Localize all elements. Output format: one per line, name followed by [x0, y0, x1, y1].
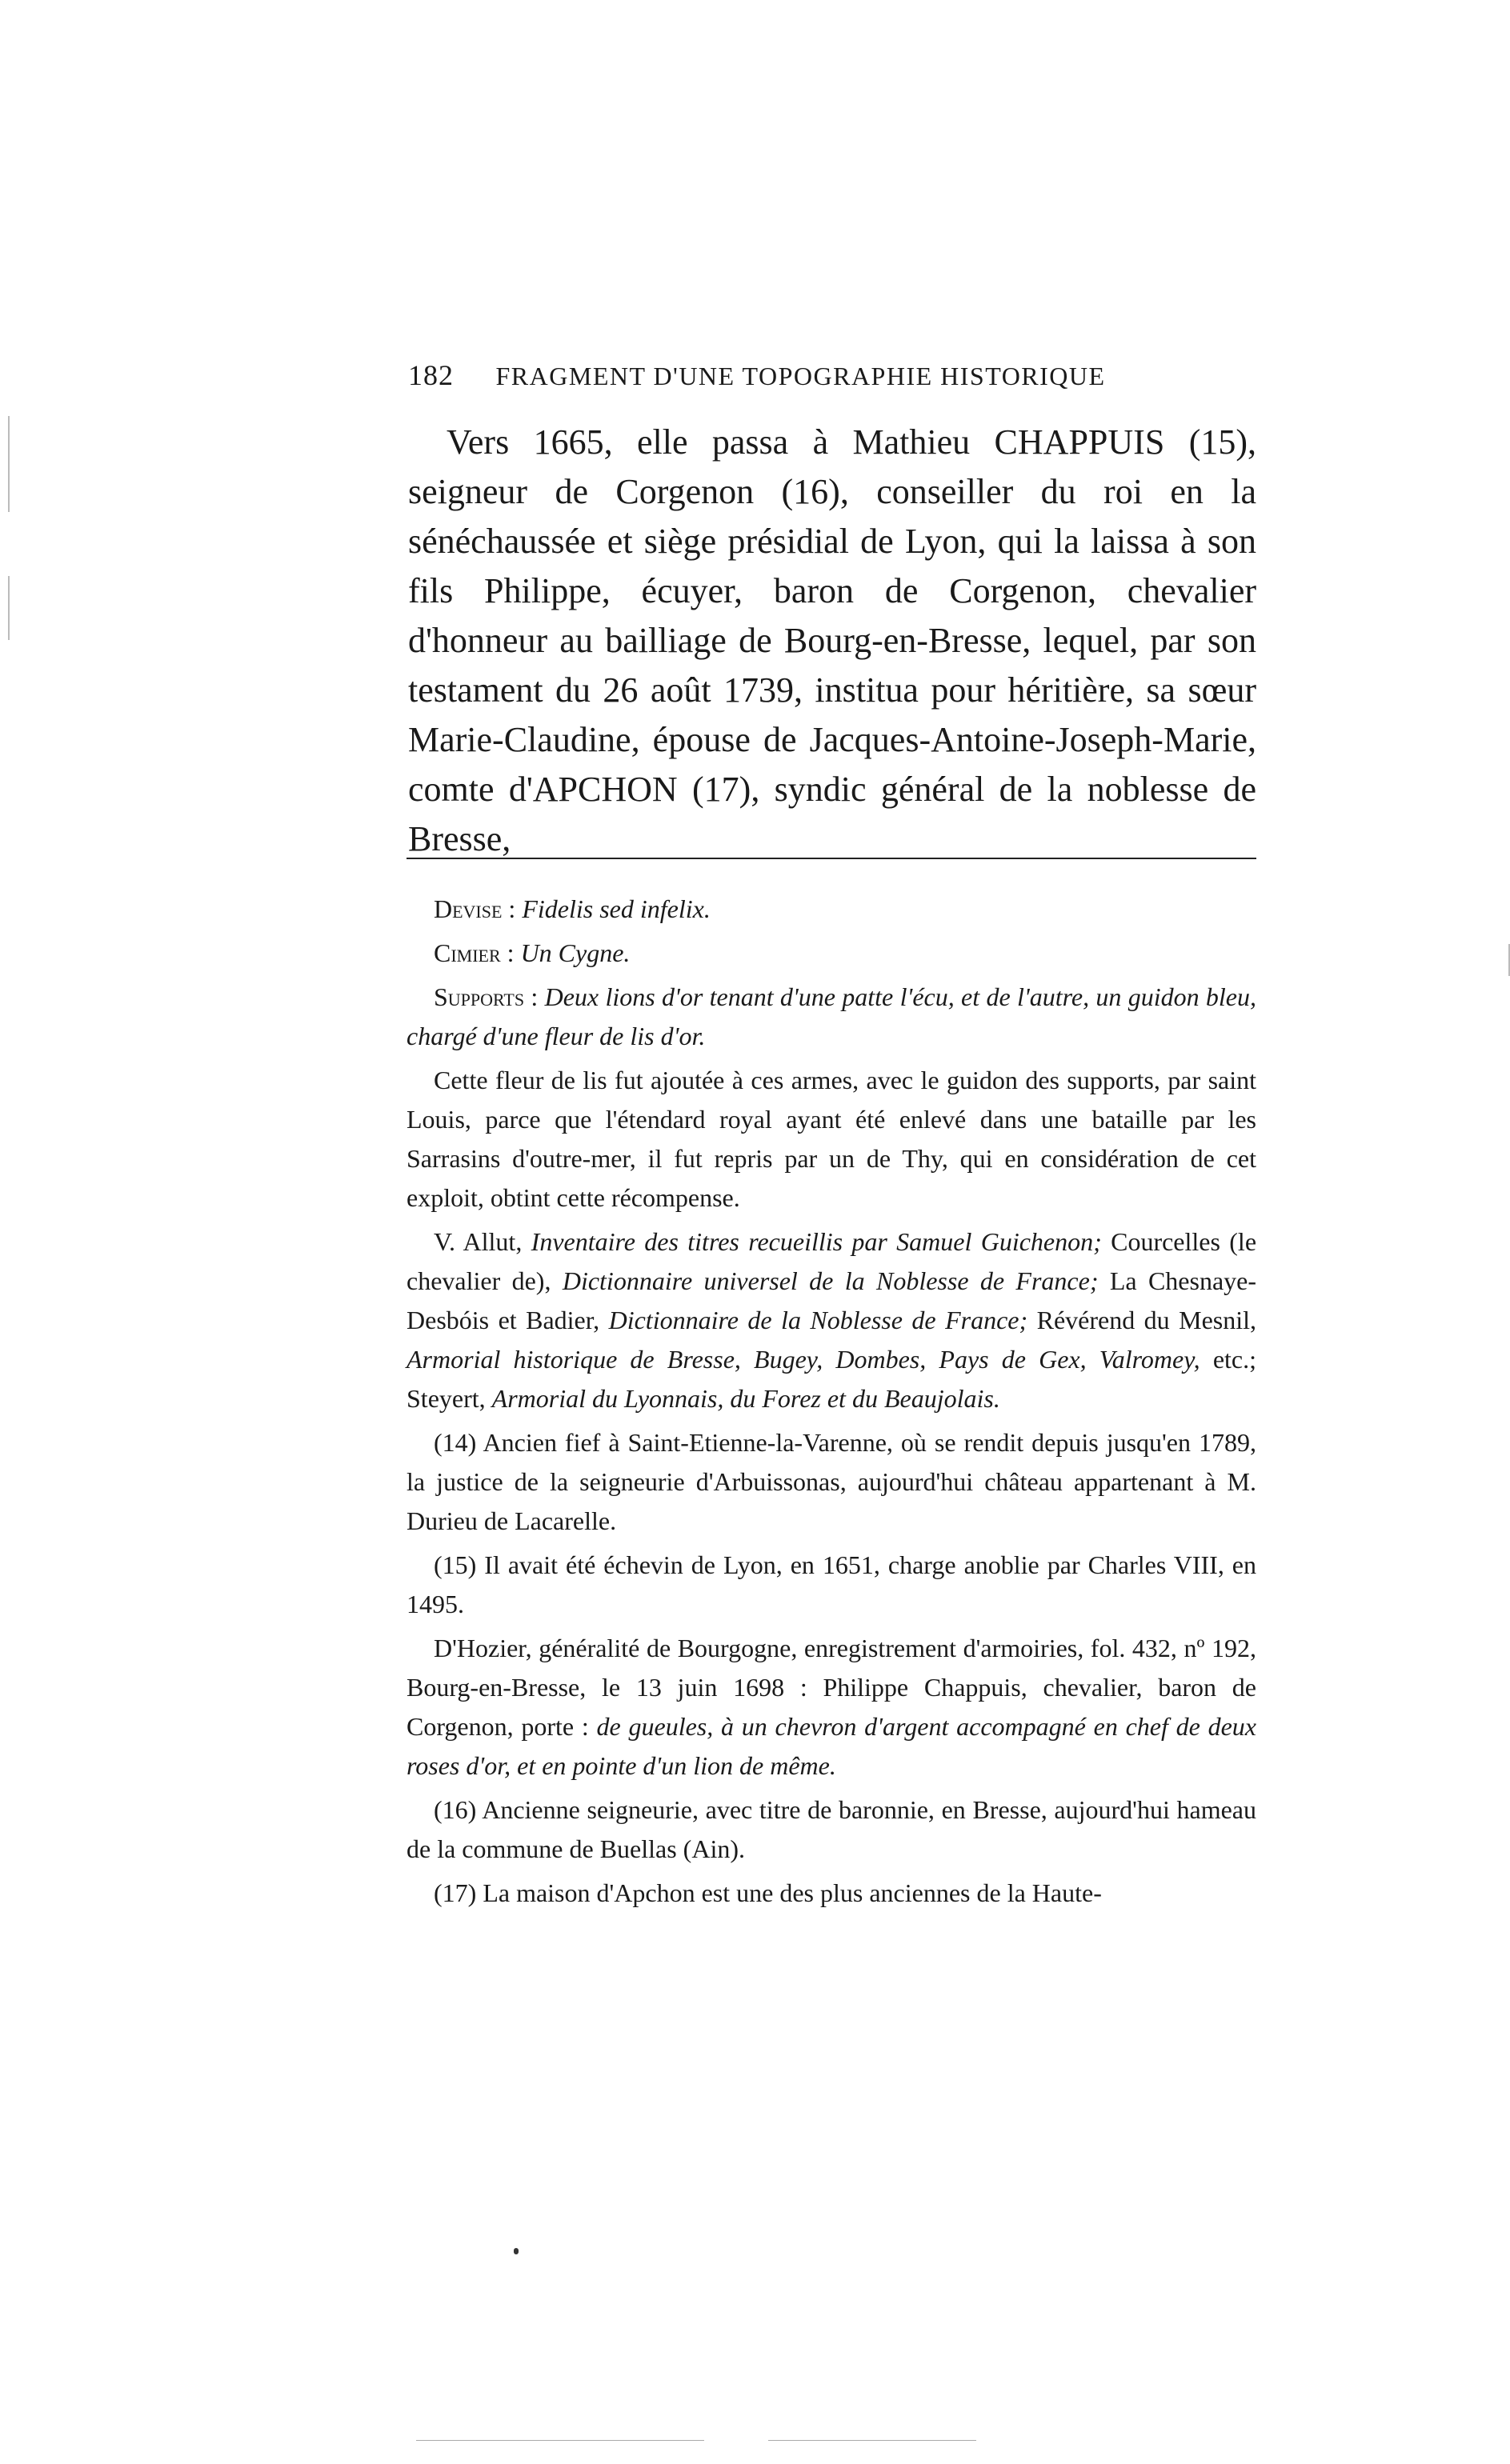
scan-edge-mark — [8, 576, 10, 640]
ref-4-title: Armorial historique de Bresse, Bugey, Dombes, Pays de Gex, Valromey, — [407, 1345, 1200, 1374]
ref-3-title: Dictionnaire de la Noblesse de France; — [608, 1306, 1028, 1334]
body-paragraph: Vers 1665, elle passa à Mathieu CHAPPUIS (15), seigneur de Corgenon (16), conseiller du roi en la sénéchaussée et siège présidial de Lyon, qui la laissa à son fils Philippe, écuyer, baron de Corgenon, chevalier d'honneur au bailliage de Bourg-en-Bresse, lequel, par son testament du 26 août 1739, institua pour héritière, sa sœur Marie-Claudine, épouse de Jacques-Antoine-Joseph-Marie, comte d'APCHON (17), syndic général de la noblesse de Bresse, — [408, 422, 1256, 858]
hozier-text: D'Hozier, généralité de Bourgogne, enregistrement d'armoiries, fol. 432, nº 192, Bourg-en-Bresse, le 13 juin 1698 : Philippe Chappuis, chevalier, baron de Corgenon, porte : — [407, 1634, 1256, 1741]
ref-1: V. Allut, — [434, 1227, 531, 1256]
ref-2: Courcelles (le chevalier de), — [407, 1227, 1257, 1295]
footnote-separator — [407, 858, 1256, 859]
running-header — [408, 358, 1288, 392]
note-devise — [407, 890, 1256, 929]
note-hozier — [407, 1629, 1256, 1786]
note-17: (17) La maison d'Apchon est une des plus anciennes de la Haute- — [434, 1878, 1102, 1907]
ref-4: Révérend du Mesnil, — [1027, 1306, 1257, 1334]
main-text — [408, 418, 1256, 864]
cimier-value: Un Cygne. — [520, 938, 631, 967]
ref-5-title: Armorial du Lyonnais, du Forez et du Beaujolais. — [491, 1384, 1000, 1413]
note-supports — [407, 978, 1256, 1056]
supports-value: Deux lions d'or tenant d'une patte l'écu, et de l'autre, un guidon bleu, chargé d'une fleur de lis d'or. — [407, 982, 1257, 1050]
note-cimier — [407, 934, 1256, 973]
ref-1-title: Inventaire des titres recueillis par Samuel Guichenon; — [531, 1227, 1102, 1256]
devise-value: Fidelis sed infelix. — [522, 894, 711, 923]
note-fleur: Cette fleur de lis fut ajoutée à ces armes, avec le guidon des supports, par saint Louis, parce que l'étendard royal ayant été enlevé dans une bataille par les Sarrasins d'outre-mer, il fut repris par un de Thy, qui en considération de cet exploit, obtint cette récompense. — [407, 1066, 1256, 1212]
note-15: (15) Il avait été échevin de Lyon, en 1651, charge anoblie par Charles VIII, en 1495. — [407, 1550, 1256, 1618]
footnotes — [407, 890, 1256, 1918]
page-number: 182 — [408, 359, 454, 391]
note-16: (16) Ancienne seigneurie, avec titre de baronnie, en Bresse, aujourd'hui hameau de la commune de Buellas (Ain). — [407, 1795, 1256, 1863]
ref-5: etc.; Steyert, — [407, 1345, 1257, 1413]
running-title: FRAGMENT D'UNE TOPOGRAPHIE HISTORIQUE — [495, 362, 1106, 390]
ref-2-title: Dictionnaire universel de la Noblesse de France; — [562, 1266, 1099, 1295]
scan-edge-mark — [8, 416, 10, 512]
cimier-label: Cimier : — [434, 938, 515, 967]
note-14: (14) Ancien fief à Saint-Etienne-la-Varenne, où se rendit depuis jusqu'en 1789, la justice de la seigneurie d'Arbuissonas, aujourd'hui château appartenant à M. Durieu de Lacarelle. — [407, 1428, 1256, 1535]
ref-3: La Chesnaye-Desbóis et Badier, — [407, 1266, 1257, 1334]
hozier-blazon: de gueules, à un chevron d'argent accompagné en chef de deux roses d'or, et en pointe d'un lion de même. — [407, 1712, 1257, 1780]
scan-bottom-line — [768, 2440, 976, 2441]
scan-bottom-line — [416, 2440, 704, 2441]
devise-label: Devise : — [434, 894, 516, 923]
supports-label: Supports : — [434, 982, 539, 1011]
ink-speck — [514, 2248, 519, 2254]
note-references — [407, 1222, 1256, 1418]
